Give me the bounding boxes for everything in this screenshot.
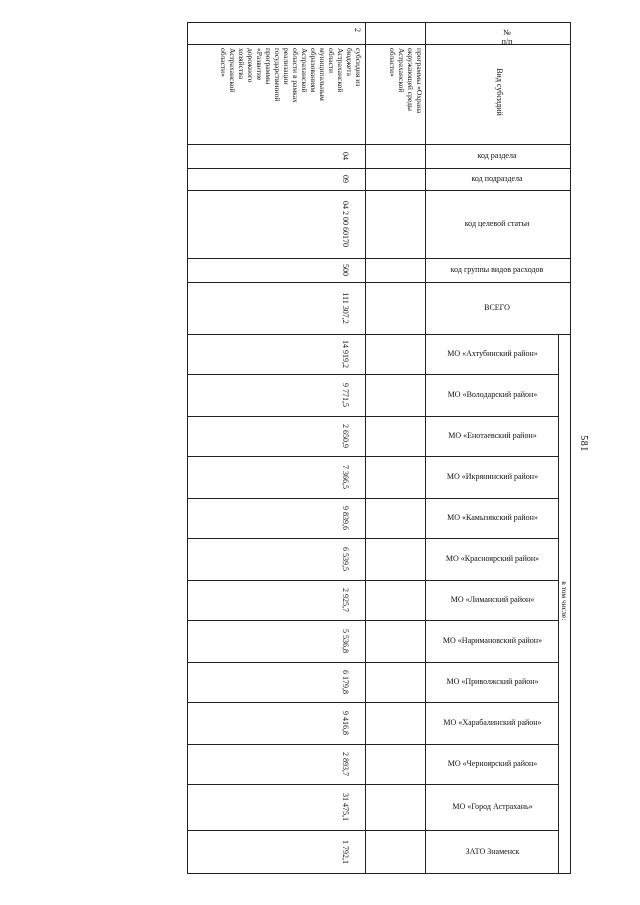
municipality-value: 2 925,7	[341, 588, 350, 612]
municipality-value: 1 792,1	[341, 840, 350, 864]
table-border-bottom	[187, 873, 571, 874]
col-divider-2	[425, 22, 426, 874]
including-label: в том числе:	[559, 581, 569, 621]
municipality-label: МО «Черноярский район»	[447, 759, 538, 768]
col-divider-1	[365, 22, 366, 874]
municipality-value: 9 839,6	[341, 506, 350, 530]
municipality-label: МО «Лиманский район»	[450, 595, 535, 604]
municipality-label: МО «Володарский район»	[447, 390, 538, 399]
table-border-left	[187, 22, 188, 874]
subsidy-kind-header: Вид субсидий	[495, 68, 504, 116]
target-article-header: код целевой статьи	[464, 219, 530, 228]
municipality-value: 9 771,5	[341, 383, 350, 407]
expense-group-header: код группы видов расходов	[450, 265, 544, 274]
municipality-value: 7 366,5	[341, 465, 350, 489]
municipality-value: 2 650,9	[341, 424, 350, 448]
municipality-value: 9 416,8	[341, 711, 350, 735]
table-border-top	[187, 22, 571, 23]
row-line-group	[187, 282, 571, 283]
subsidy-table	[187, 22, 571, 874]
row-line-target	[187, 258, 571, 259]
municipality-label: ЗАТО Знаменск	[465, 847, 520, 856]
municipality-value: 5 536,8	[341, 629, 350, 653]
municipality-label: МО «Енотаевский район»	[448, 431, 537, 440]
municipality-label: МО «Приволжский район»	[446, 677, 539, 686]
municipality-value: 6 539,5	[341, 547, 350, 571]
expense-group-value: 500	[341, 264, 350, 276]
municipality-label: МО «Красноярский район»	[445, 554, 540, 563]
municipality-label: МО «Харабалинский район»	[443, 718, 542, 727]
municipality-label: МО «Наримановский район»	[442, 636, 543, 645]
municipality-label: МО «Икрянинский район»	[446, 472, 539, 481]
municipality-value: 14 919,2	[341, 340, 350, 368]
row-line-subsection	[187, 190, 571, 191]
row-line-section	[187, 168, 571, 169]
table-border-right	[570, 22, 571, 874]
subsection-code-value: 09	[341, 175, 350, 183]
page-number: 581	[577, 435, 589, 452]
row-number-header: № п/п	[501, 28, 513, 46]
total-value: 111 307,2	[341, 292, 350, 324]
section-code-header: код раздела	[477, 151, 517, 160]
municipality-label: МО «Ахтубинский район»	[447, 349, 538, 358]
subsection-code-header: код подраздела	[471, 174, 523, 183]
row-number: 2	[353, 28, 362, 32]
row-line-kind	[187, 144, 571, 145]
municipality-label: МО «Камызякский район»	[447, 513, 538, 522]
row-description: программы «Охрана окружающей среды Астраханской области»	[388, 48, 424, 114]
municipality-value: 6 179,8	[341, 670, 350, 694]
municipality-value: 31 475,1	[341, 793, 350, 821]
target-article-value: 04 2 00 60170	[341, 201, 350, 247]
row-description: субсидия из бюджета Астраханской области муниципальным образованиям Астраханской области в рамках реализации государственной программы «Развитие дорожного хозяйства Астраханской области»	[219, 48, 363, 103]
municipality-value: 2 893,7	[341, 752, 350, 776]
total-header: ВСЕГО	[484, 303, 510, 312]
municipality-label: МО «Город Астрахань»	[452, 802, 533, 811]
section-code-value: 04	[341, 152, 350, 160]
row-line-total	[187, 334, 571, 335]
